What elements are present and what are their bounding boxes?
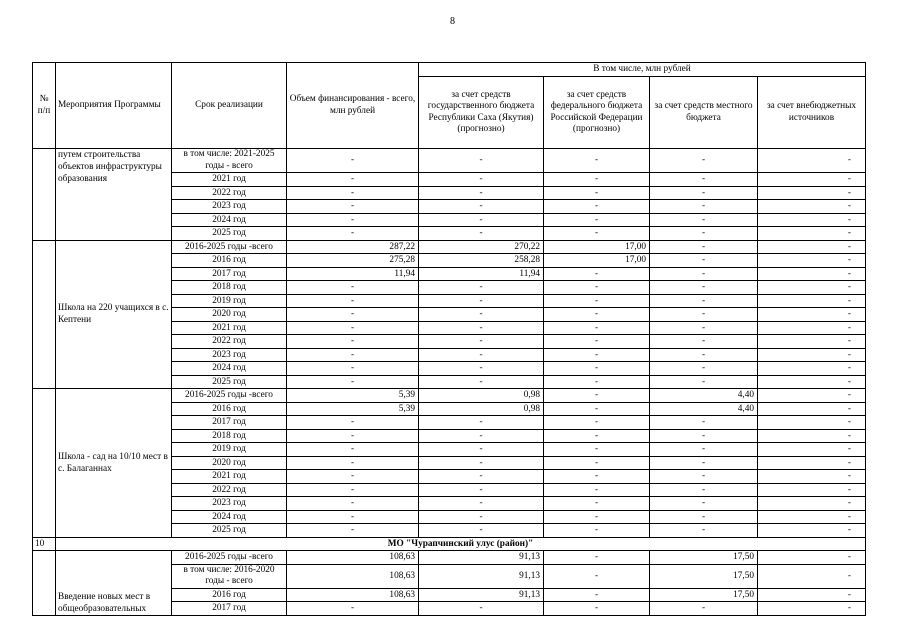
total-cell: - [287, 321, 419, 335]
local-budget-cell: - [650, 348, 758, 362]
federal-budget-cell: - [544, 524, 650, 538]
extra-budget-cell: - [758, 602, 866, 616]
total-cell: - [287, 375, 419, 389]
header-state-budget: за счет средств государственного бюджета Республики Саха (Якутия) (прогнозно) [419, 77, 544, 149]
extra-budget-cell: - [758, 362, 866, 376]
extra-budget-cell: - [758, 429, 866, 443]
state-budget-cell: - [419, 443, 544, 457]
total-cell: 108,63 [287, 564, 419, 588]
period-cell: 2024 год [172, 213, 287, 227]
table-row [33, 389, 866, 403]
local-budget-cell: - [650, 335, 758, 349]
extra-budget-cell: - [758, 173, 866, 187]
period-cell: в том числе: 2016-2020 годы - всего [172, 564, 287, 588]
period-cell: 2023 год [172, 200, 287, 214]
total-cell: - [287, 456, 419, 470]
local-budget-cell: - [650, 240, 758, 254]
total-cell: - [287, 335, 419, 349]
table-body [33, 149, 866, 616]
period-cell: в том числе: 2021-2025 годы - всего [172, 149, 287, 173]
extra-budget-cell: - [758, 149, 866, 173]
section-number: 10 [33, 537, 56, 551]
local-budget-cell: - [650, 510, 758, 524]
total-cell: - [287, 186, 419, 200]
state-budget-cell: - [419, 483, 544, 497]
period-cell: 2016-2025 годы -всего [172, 551, 287, 565]
federal-budget-cell: - [544, 362, 650, 376]
header-extra-budget: за счет внебюджетных источников [758, 77, 866, 149]
period-cell: 2024 год [172, 362, 287, 376]
row-number-cell [33, 149, 56, 241]
local-budget-cell: - [650, 149, 758, 173]
state-budget-cell: - [419, 294, 544, 308]
state-budget-cell: - [419, 456, 544, 470]
federal-budget-cell: - [544, 456, 650, 470]
federal-budget-cell: - [544, 588, 650, 602]
federal-budget-cell: - [544, 375, 650, 389]
federal-budget-cell: - [544, 429, 650, 443]
local-budget-cell: - [650, 524, 758, 538]
local-budget-cell: - [650, 470, 758, 484]
local-budget-cell: 17,50 [650, 588, 758, 602]
local-budget-cell: - [650, 443, 758, 457]
period-cell: 2023 год [172, 497, 287, 511]
total-cell: - [287, 510, 419, 524]
total-cell: - [287, 362, 419, 376]
federal-budget-cell: - [544, 348, 650, 362]
federal-budget-cell: - [544, 200, 650, 214]
extra-budget-cell: - [758, 294, 866, 308]
local-budget-cell: - [650, 429, 758, 443]
federal-budget-cell: - [544, 510, 650, 524]
period-cell: 2022 год [172, 483, 287, 497]
period-cell: 2016 год [172, 402, 287, 416]
state-budget-cell: - [419, 510, 544, 524]
row-number-cell [33, 240, 56, 389]
total-cell: 5,39 [287, 402, 419, 416]
total-cell: - [287, 173, 419, 187]
extra-budget-cell: - [758, 321, 866, 335]
local-budget-cell: - [650, 602, 758, 616]
extra-budget-cell: - [758, 551, 866, 565]
federal-budget-cell: - [544, 443, 650, 457]
state-budget-cell: 91,13 [419, 588, 544, 602]
federal-budget-cell: - [544, 281, 650, 295]
state-budget-cell: - [419, 602, 544, 616]
local-budget-cell: - [650, 375, 758, 389]
period-cell: 2017 год [172, 267, 287, 281]
federal-budget-cell: - [544, 602, 650, 616]
total-cell: - [287, 348, 419, 362]
total-cell: - [287, 281, 419, 295]
local-budget-cell: - [650, 267, 758, 281]
period-cell: 2016 год [172, 588, 287, 602]
period-cell: 2020 год [172, 308, 287, 322]
state-budget-cell: - [419, 281, 544, 295]
row-number-cell [33, 551, 56, 616]
state-budget-cell: 91,13 [419, 564, 544, 588]
period-cell: 2023 год [172, 348, 287, 362]
total-cell: 11,94 [287, 267, 419, 281]
period-cell: 2025 год [172, 227, 287, 241]
header-event: Мероприятия Программы [56, 63, 172, 149]
federal-budget-cell: - [544, 213, 650, 227]
federal-budget-cell: - [544, 227, 650, 241]
total-cell: 287,22 [287, 240, 419, 254]
extra-budget-cell: - [758, 227, 866, 241]
header-no: № п/п [33, 63, 56, 149]
state-budget-cell: - [419, 416, 544, 430]
total-cell: 108,63 [287, 588, 419, 602]
local-budget-cell: - [650, 200, 758, 214]
state-budget-cell: 0,98 [419, 389, 544, 403]
state-budget-cell: - [419, 321, 544, 335]
total-cell: - [287, 429, 419, 443]
local-budget-cell: - [650, 213, 758, 227]
funding-table [32, 62, 866, 616]
local-budget-cell: - [650, 281, 758, 295]
federal-budget-cell: 17,00 [544, 254, 650, 268]
period-cell: 2019 год [172, 294, 287, 308]
extra-budget-cell: - [758, 267, 866, 281]
total-cell: - [287, 497, 419, 511]
extra-budget-cell: - [758, 443, 866, 457]
total-cell: - [287, 200, 419, 214]
local-budget-cell: - [650, 362, 758, 376]
federal-budget-cell: - [544, 267, 650, 281]
extra-budget-cell: - [758, 524, 866, 538]
period-cell: 2022 год [172, 186, 287, 200]
state-budget-cell: - [419, 524, 544, 538]
event-name: Школа - сад на 10/10 мест в с. Балаганнах [56, 389, 172, 538]
total-cell: - [287, 483, 419, 497]
event-name: Введение новых мест в общеобразовательных [56, 551, 172, 616]
state-budget-cell: - [419, 348, 544, 362]
local-budget-cell: - [650, 483, 758, 497]
extra-budget-cell: - [758, 564, 866, 588]
period-cell: 2017 год [172, 602, 287, 616]
section-row [33, 537, 866, 551]
extra-budget-cell: - [758, 308, 866, 322]
federal-budget-cell: - [544, 497, 650, 511]
row-number-cell [33, 389, 56, 538]
extra-budget-cell: - [758, 348, 866, 362]
local-budget-cell: - [650, 321, 758, 335]
extra-budget-cell: - [758, 389, 866, 403]
period-cell: 2018 год [172, 281, 287, 295]
event-name: путем строительства объектов инфраструктуры образования [56, 149, 172, 241]
local-budget-cell: 17,50 [650, 551, 758, 565]
extra-budget-cell: - [758, 200, 866, 214]
extra-budget-cell: - [758, 281, 866, 295]
local-budget-cell: - [650, 294, 758, 308]
period-cell: 2022 год [172, 335, 287, 349]
federal-budget-cell: - [544, 308, 650, 322]
period-cell: 2025 год [172, 375, 287, 389]
extra-budget-cell: - [758, 510, 866, 524]
total-cell: - [287, 470, 419, 484]
federal-budget-cell: - [544, 321, 650, 335]
state-budget-cell: - [419, 213, 544, 227]
local-budget-cell: - [650, 308, 758, 322]
local-budget-cell: 17,50 [650, 564, 758, 588]
header-local-budget: за счет средств местного бюджета [650, 77, 758, 149]
state-budget-cell: 258,28 [419, 254, 544, 268]
state-budget-cell: 270,22 [419, 240, 544, 254]
period-cell: 2021 год [172, 173, 287, 187]
federal-budget-cell: - [544, 389, 650, 403]
local-budget-cell: - [650, 173, 758, 187]
state-budget-cell: - [419, 200, 544, 214]
federal-budget-cell: - [544, 294, 650, 308]
extra-budget-cell: - [758, 213, 866, 227]
total-cell: - [287, 213, 419, 227]
event-name: Школа на 220 учащихся в с. Кептени [56, 240, 172, 389]
state-budget-cell: - [419, 497, 544, 511]
local-budget-cell: 4,40 [650, 389, 758, 403]
total-cell: - [287, 149, 419, 173]
extra-budget-cell: - [758, 416, 866, 430]
state-budget-cell: - [419, 186, 544, 200]
period-cell: 2016-2025 годы -всего [172, 240, 287, 254]
total-cell: - [287, 602, 419, 616]
federal-budget-cell: - [544, 564, 650, 588]
section-title: МО "Чурапчинский улус (район)" [56, 537, 866, 551]
federal-budget-cell: - [544, 402, 650, 416]
local-budget-cell: - [650, 416, 758, 430]
extra-budget-cell: - [758, 240, 866, 254]
federal-budget-cell: - [544, 149, 650, 173]
state-budget-cell: - [419, 375, 544, 389]
header-group: В том числе, млн рублей [419, 63, 866, 77]
extra-budget-cell: - [758, 588, 866, 602]
state-budget-cell: - [419, 173, 544, 187]
state-budget-cell: - [419, 335, 544, 349]
period-cell: 2020 год [172, 456, 287, 470]
local-budget-cell: - [650, 227, 758, 241]
header-total: Объем финансирования - всего, млн рублей [287, 63, 419, 149]
federal-budget-cell: 17,00 [544, 240, 650, 254]
period-cell: 2017 год [172, 416, 287, 430]
extra-budget-cell: - [758, 456, 866, 470]
local-budget-cell: - [650, 497, 758, 511]
extra-budget-cell: - [758, 254, 866, 268]
state-budget-cell: - [419, 149, 544, 173]
table-row [33, 240, 866, 254]
table-row [33, 551, 866, 565]
extra-budget-cell: - [758, 335, 866, 349]
federal-budget-cell: - [544, 186, 650, 200]
federal-budget-cell: - [544, 173, 650, 187]
page-number: 8 [450, 16, 455, 27]
total-cell: 108,63 [287, 551, 419, 565]
extra-budget-cell: - [758, 470, 866, 484]
period-cell: 2025 год [172, 524, 287, 538]
local-budget-cell: - [650, 456, 758, 470]
period-cell: 2018 год [172, 429, 287, 443]
federal-budget-cell: - [544, 416, 650, 430]
total-cell: 275,28 [287, 254, 419, 268]
total-cell: - [287, 524, 419, 538]
state-budget-cell: - [419, 227, 544, 241]
local-budget-cell: - [650, 254, 758, 268]
extra-budget-cell: - [758, 497, 866, 511]
total-cell: - [287, 416, 419, 430]
period-cell: 2021 год [172, 321, 287, 335]
state-budget-cell: - [419, 470, 544, 484]
extra-budget-cell: - [758, 186, 866, 200]
extra-budget-cell: - [758, 483, 866, 497]
state-budget-cell: - [419, 429, 544, 443]
extra-budget-cell: - [758, 375, 866, 389]
period-cell: 2021 год [172, 470, 287, 484]
period-cell: 2016 год [172, 254, 287, 268]
state-budget-cell: 0,98 [419, 402, 544, 416]
total-cell: - [287, 294, 419, 308]
state-budget-cell: - [419, 308, 544, 322]
extra-budget-cell: - [758, 402, 866, 416]
federal-budget-cell: - [544, 335, 650, 349]
header-period: Срок реализации [172, 63, 287, 149]
local-budget-cell: 4,40 [650, 402, 758, 416]
state-budget-cell: 11,94 [419, 267, 544, 281]
federal-budget-cell: - [544, 483, 650, 497]
table-row [33, 149, 866, 173]
state-budget-cell: - [419, 362, 544, 376]
total-cell: - [287, 443, 419, 457]
local-budget-cell: - [650, 186, 758, 200]
period-cell: 2024 год [172, 510, 287, 524]
period-cell: 2019 год [172, 443, 287, 457]
state-budget-cell: 91,13 [419, 551, 544, 565]
total-cell: - [287, 227, 419, 241]
period-cell: 2016-2025 годы -всего [172, 389, 287, 403]
header-federal-budget: за счет средств федерального бюджета Российской Федерации (прогнозно) [544, 77, 650, 149]
federal-budget-cell: - [544, 470, 650, 484]
total-cell: - [287, 308, 419, 322]
total-cell: 5,39 [287, 389, 419, 403]
federal-budget-cell: - [544, 551, 650, 565]
